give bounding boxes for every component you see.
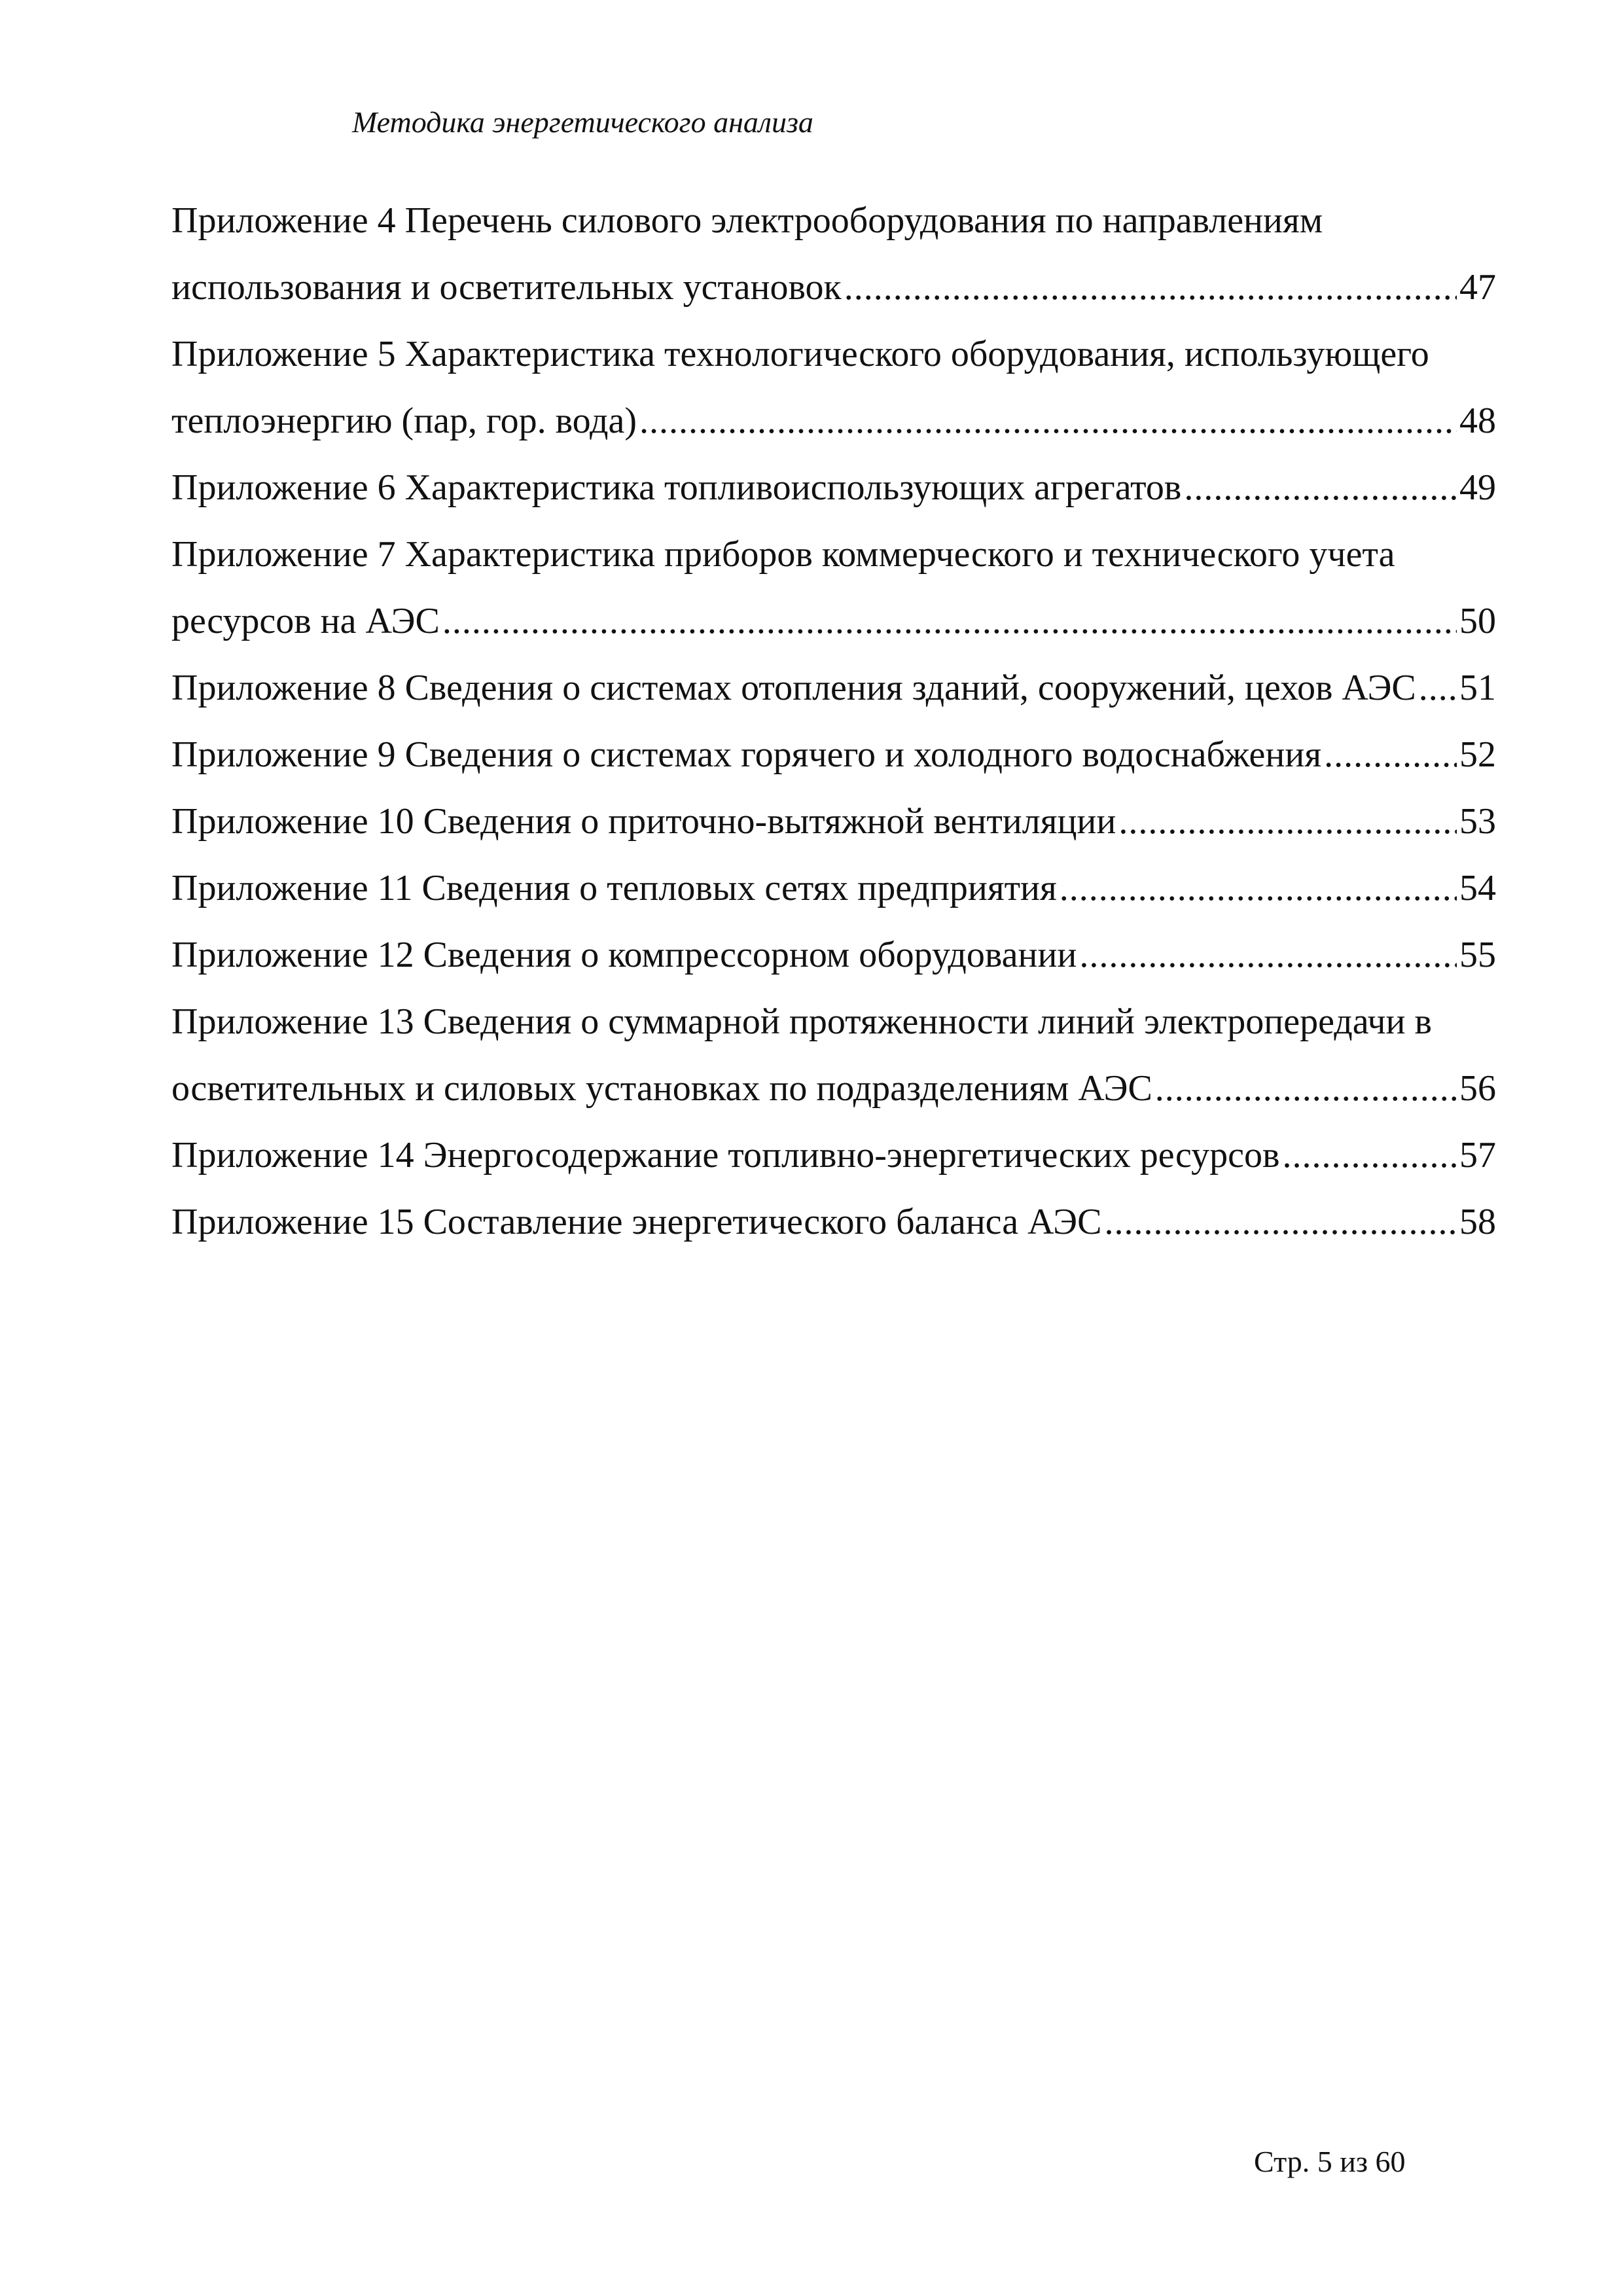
toc-entry-leader-line [171,387,1496,454]
page-number-footer: Стр. 5 из 60 [1254,2145,1406,2178]
dot-leader [1155,1055,1457,1122]
toc-entry-appendix-11[interactable] [171,855,1496,922]
toc-entry-appendix-9[interactable] [171,721,1496,788]
toc-entry-title: Приложение 15 Составление энергетического баланса АЭС [171,1202,1102,1242]
toc-entry-title: Приложение 12 Сведения о компрессорном оборудовании [171,935,1077,975]
toc-page-number: 53 [1459,801,1496,842]
toc-entry-title: Приложение 14 Энергосодержание топливно-энергетических ресурсов [171,1135,1280,1175]
dot-leader [1324,721,1457,788]
running-header: Методика энергетического анализа [352,105,813,139]
toc-entry-leader-line [171,1055,1496,1122]
dot-leader [1282,1122,1457,1189]
toc-entry-title: Приложение 9 Сведения о системах горячего и холодного водоснабжения [171,734,1322,775]
toc-page-number: 50 [1459,601,1496,641]
toc-entry-title: Приложение 5 Характеристика технологического оборудования, использующего [171,334,1429,374]
dot-leader [1060,855,1457,922]
toc-page-number: 56 [1459,1068,1496,1109]
toc-entry-title-continued: осветительных и силовых установках по подразделениям АЭС [171,1068,1152,1109]
table-of-contents [171,187,1496,1255]
toc-entry-leader-line [171,588,1496,655]
toc-entry-title-continued: использования и осветительных установок [171,267,842,308]
toc-page-number: 47 [1459,267,1496,308]
toc-entry-appendix-10[interactable] [171,788,1496,855]
toc-page-number: 54 [1459,868,1496,908]
toc-entry-title-continued: теплоэнергию (пар, гор. вода) [171,401,637,441]
toc-page-number: 58 [1459,1202,1496,1242]
toc-entry-appendix-8[interactable] [171,655,1496,721]
toc-entry-leader-line [171,254,1496,321]
dot-leader [639,387,1457,454]
toc-page-number: 52 [1459,734,1496,775]
toc-entry-title: Приложение 11 Сведения о тепловых сетях предприятия [171,868,1057,908]
dot-leader [1079,922,1457,988]
toc-page-number: 51 [1459,668,1496,708]
toc-entry-appendix-5[interactable] [171,321,1496,454]
toc-entry-appendix-6[interactable] [171,454,1496,521]
dot-leader [1419,655,1457,721]
toc-entry-appendix-12[interactable] [171,922,1496,988]
toc-entry-title-continued: ресурсов на АЭС [171,601,440,641]
toc-page-number: 49 [1459,467,1496,508]
toc-entry-title: Приложение 10 Сведения о приточно-вытяжной вентиляции [171,801,1116,842]
toc-entry-appendix-13[interactable] [171,988,1496,1122]
toc-entry-title: Приложение 8 Сведения о системах отопления зданий, сооружений, цехов АЭС [171,668,1416,708]
toc-page-number: 57 [1459,1135,1496,1175]
dot-leader [1184,454,1457,521]
toc-page-number: 55 [1459,935,1496,975]
toc-page-number: 48 [1459,401,1496,441]
dot-leader [442,588,1457,655]
toc-entry-appendix-15[interactable] [171,1189,1496,1255]
toc-entry-appendix-7[interactable] [171,521,1496,655]
toc-entry-title: Приложение 7 Характеристика приборов коммерческого и технического учета [171,534,1395,575]
dot-leader [844,254,1457,321]
dot-leader [1118,788,1457,855]
toc-entry-appendix-14[interactable] [171,1122,1496,1189]
dot-leader [1104,1189,1457,1255]
toc-entry-title: Приложение 13 Сведения о суммарной протяженности линий электропередачи в [171,1001,1432,1042]
toc-entry-appendix-4[interactable] [171,187,1496,321]
toc-entry-title: Приложение 6 Характеристика топливоиспользующих агрегатов [171,467,1182,508]
toc-entry-title: Приложение 4 Перечень силового электрооборудования по направлениям [171,200,1323,241]
